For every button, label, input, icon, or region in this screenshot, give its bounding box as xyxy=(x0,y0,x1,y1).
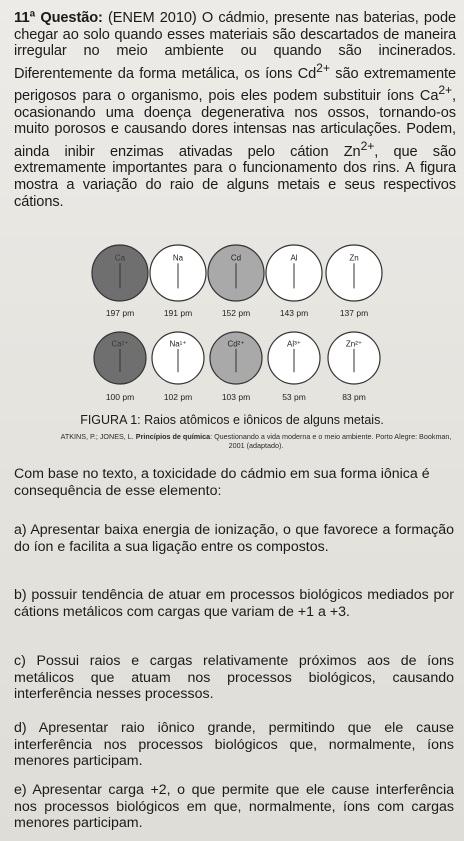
atom-radius-value: 191 pm xyxy=(163,308,193,318)
atom-radius-value: 152 pm xyxy=(221,308,251,318)
atom-symbol: Ca xyxy=(114,253,126,263)
option-d[interactable]: d) Apresentar raio iônico grande, permitindo que ele cause interferência nos processos biológicos que, normalmente, íons menores participam. xyxy=(14,720,454,770)
atom-3 xyxy=(266,245,322,318)
atom-radius-value: 137 pm xyxy=(339,308,369,318)
source-rest: : Questionando a vida moderna e o meio ambiente. Porto Alegre: Bookman, 2001 (adaptado). xyxy=(210,432,452,450)
ion-radius-value: 102 pm xyxy=(163,392,193,402)
question-statement xyxy=(14,10,456,210)
charge-ca: 2+ xyxy=(438,83,453,98)
atom-0 xyxy=(92,245,148,318)
atom-4 xyxy=(326,245,382,318)
ion-symbol: Ca²⁺ xyxy=(111,339,129,349)
question-text-part-3: , ocasionando uma doença degenerativa nos ossos, tornando-os muito porosos e causando dores intensas nas articulações. Podem, ainda inibir enzimas ativadas pelo cátion Zn xyxy=(14,88,456,160)
ion-symbol: Cd²⁺ xyxy=(227,339,245,349)
question-text-part-4: , que são extremamente importantes para o funcionamento dos rins. A figura mostra a variação do raio de alguns metais e seus respectivos cátions. xyxy=(14,143,456,210)
ion-symbol: Zn²⁺ xyxy=(345,339,363,349)
ion-2 xyxy=(210,332,262,402)
ion-symbol: Al³⁺ xyxy=(287,339,301,349)
radii-diagram xyxy=(0,240,464,410)
ion-radius-value: 53 pm xyxy=(282,392,306,402)
source-authors: ATKINS, P.; JONES, L. xyxy=(60,432,136,441)
atom-symbol: Zn xyxy=(349,253,359,263)
ion-radius-value: 100 pm xyxy=(105,392,135,402)
ion-1 xyxy=(152,332,204,402)
atom-symbol: Na xyxy=(172,253,184,263)
atom-symbol: Cd xyxy=(230,253,242,263)
source-title: Princípios de química xyxy=(135,432,211,441)
ion-symbol: Na¹⁺ xyxy=(169,339,187,349)
charge-cd: 2+ xyxy=(316,60,330,75)
atom-radius-value: 197 pm xyxy=(105,308,135,318)
ion-4 xyxy=(328,332,380,402)
figure-source xyxy=(60,432,452,450)
question-text-part-1: (ENEM 2010) O cádmio, presente nas baterias, pode chegar ao solo quando esses materiais são descartados de maneira irregular no meio ambiente ou quando são incinerados. Diferentemente da forma metálica, os íons Cd xyxy=(14,10,456,82)
atom-radius-value: 143 pm xyxy=(279,308,309,318)
ion-0 xyxy=(94,332,146,402)
question-number: 11ª xyxy=(14,9,36,26)
ion-radius-value: 83 pm xyxy=(342,392,366,402)
atom-2 xyxy=(208,245,264,318)
option-b[interactable]: b) possuir tendência de atuar em processos biológicos mediados por cátions metálicos com cargas que variam de +1 a +3. xyxy=(14,587,454,620)
atom-symbol: Al xyxy=(290,253,298,263)
atom-1 xyxy=(150,245,206,318)
option-e[interactable]: e) Apresentar carga +2, o que permite que ele cause interferência nos processos biológicos em que, normalmente, íons com cargas menores participam. xyxy=(14,782,454,832)
option-c[interactable]: c) Possui raios e cargas relativamente próximos aos de íons metálicos que atuam nos processos biológicos, causando interferência nesses processos. xyxy=(14,653,454,703)
ion-radius-value: 103 pm xyxy=(221,392,251,402)
question-stem: Com base no texto, a toxicidade do cádmio em sua forma iônica é consequência de esse elemento: xyxy=(14,466,430,499)
charge-zn: 2+ xyxy=(360,138,375,153)
option-a[interactable]: a) Apresentar baixa energia de ionização, o que favorece a formação do íon e facilita a sua ligação entre os compostos. xyxy=(14,522,454,555)
question-label: Questão: xyxy=(40,10,103,26)
question-text-part-2: são extremamente perigosos para o organismo, pois eles podem substituir íons Ca xyxy=(14,65,456,105)
figure-caption: FIGURA 1: Raios atômicos e iônicos de alguns metais. xyxy=(80,413,384,427)
ion-3 xyxy=(268,332,320,402)
